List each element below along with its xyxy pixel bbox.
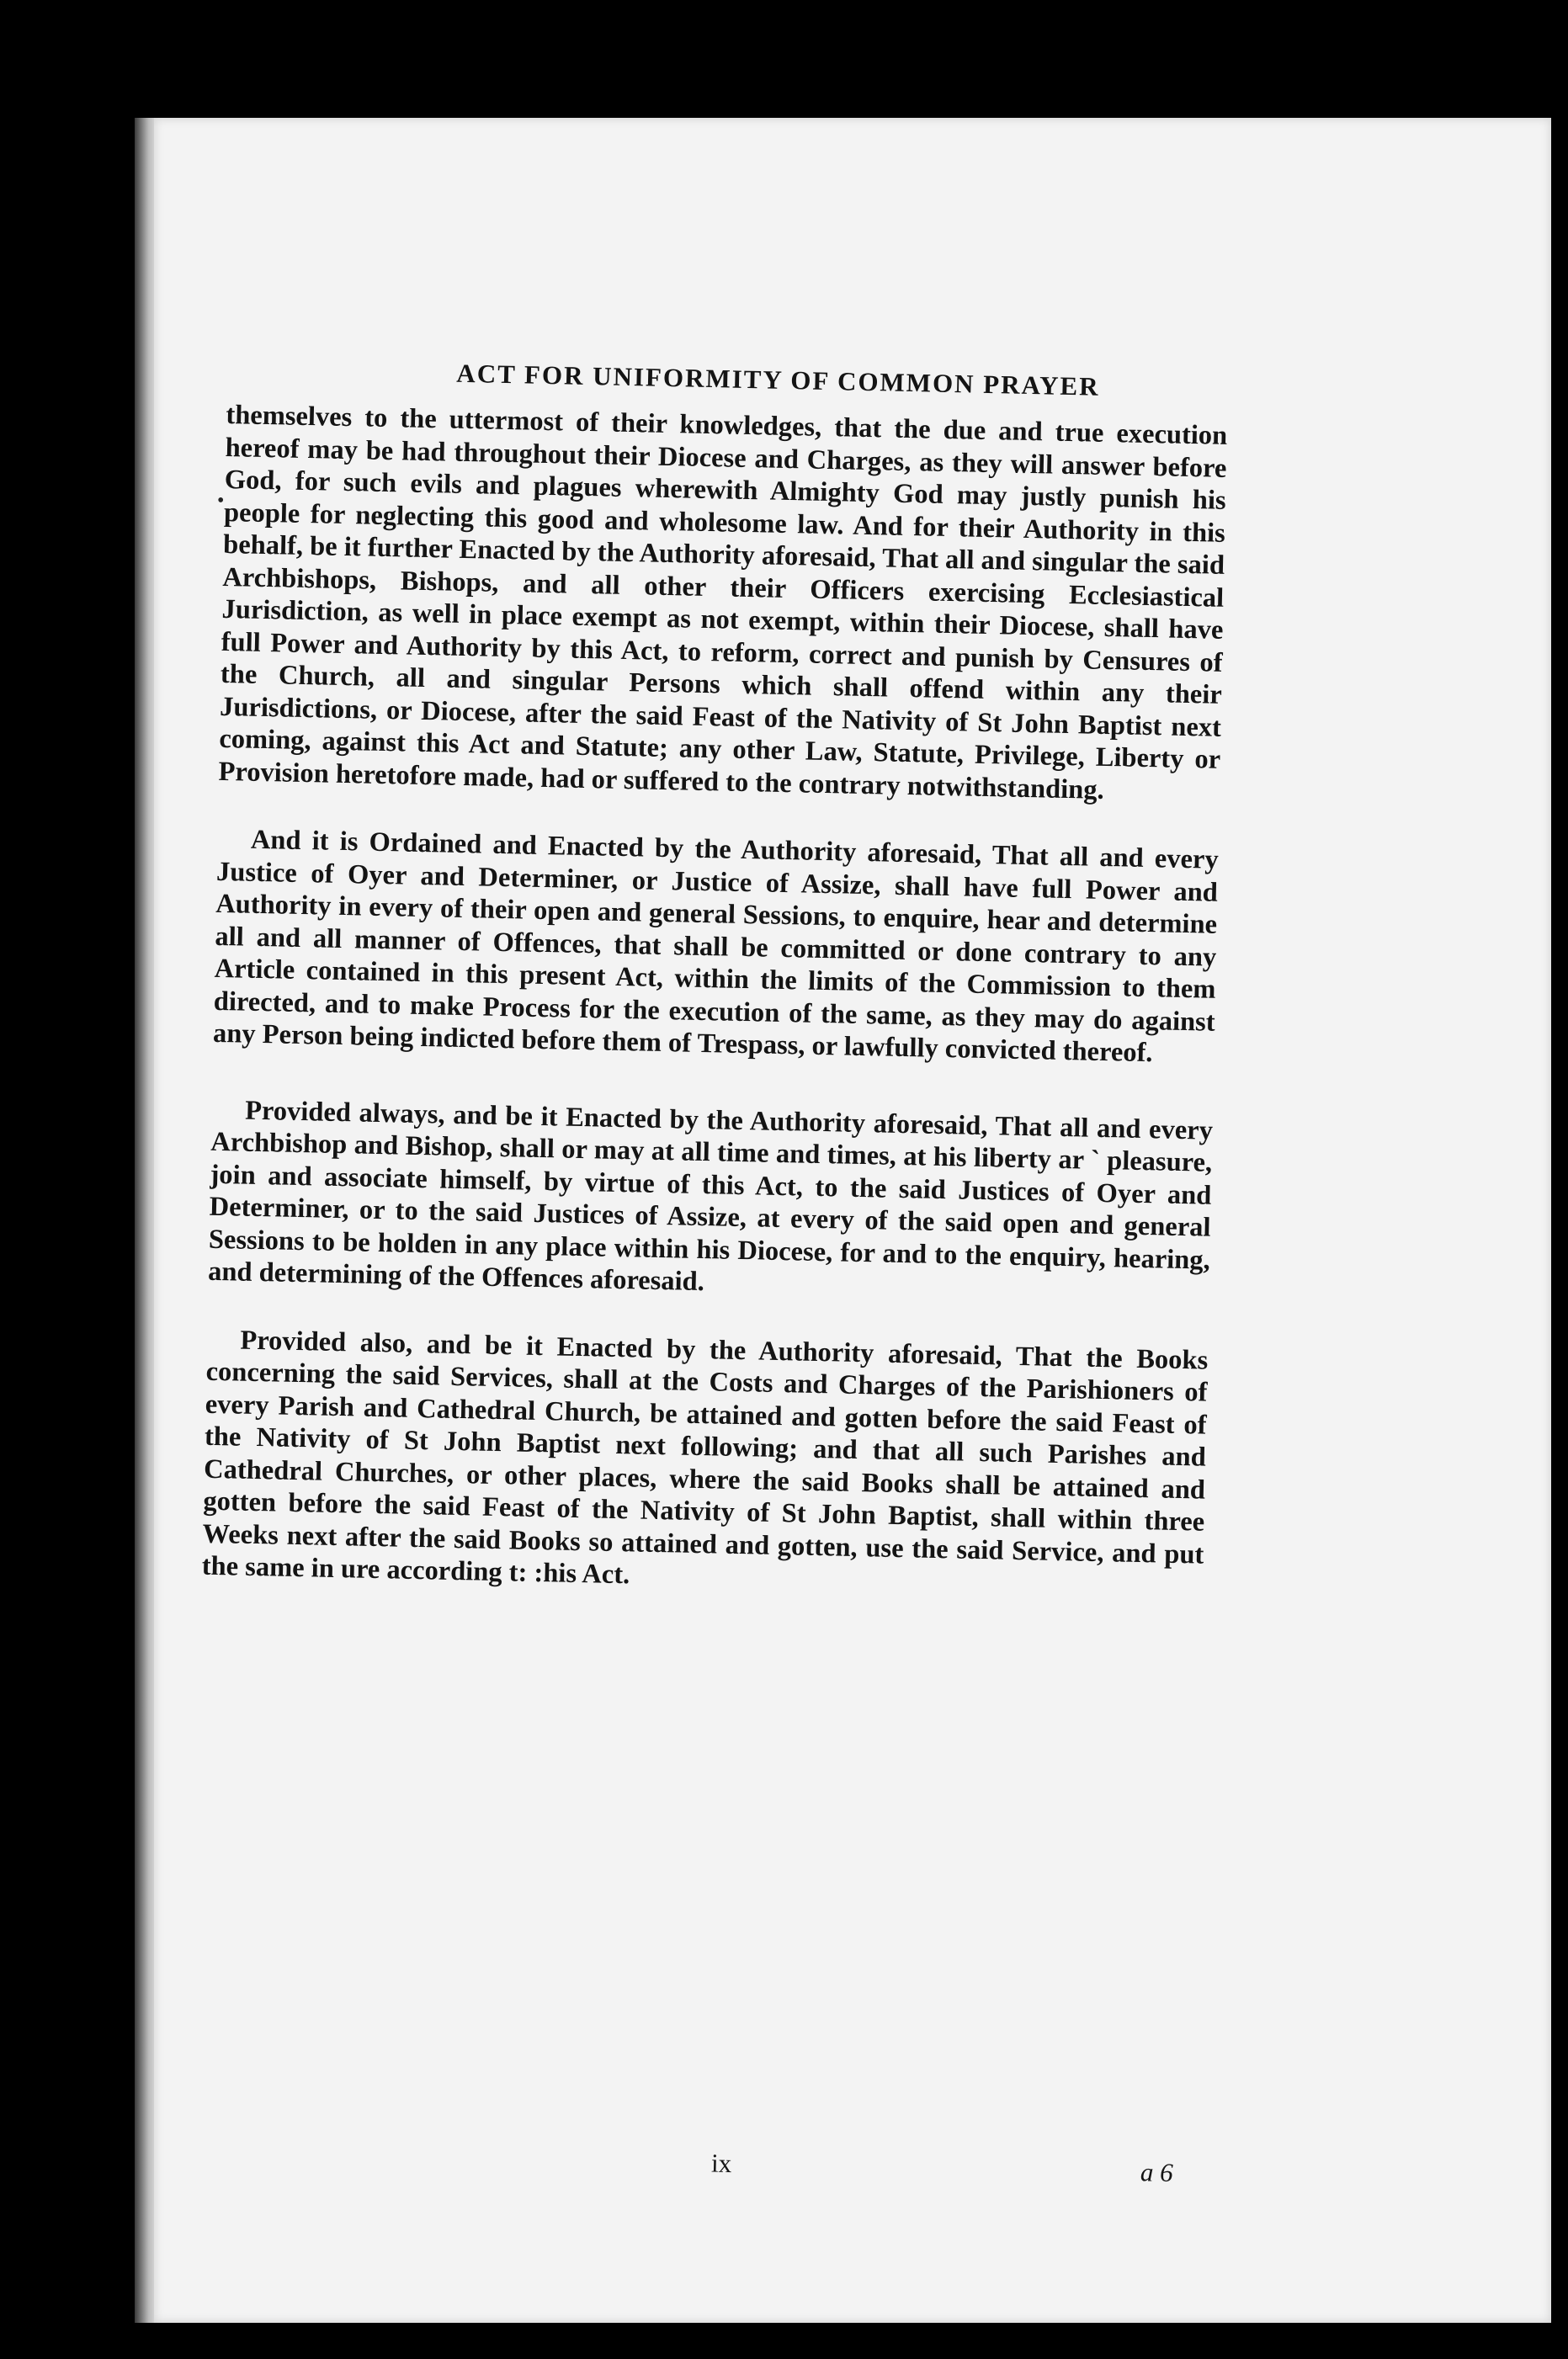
paragraph-books: Provided also, and be it Enacted by the Authority aforesaid, That the Books concerning the said Services, shall at the Costs and Charges of the Parishioners of every Parish and Cathedral Church, be attained and gotten before the said Feast of the Nativity of St John Baptist next following; and that all such Parishes and Cathedral Churches, or other places, where the said Books shall be attained and gotten before the said Feast of the Nativity of St John Baptist, shall within three Weeks next after the said Books so attained and gotten, use the said Service, and put the same in ure according t: :his Act.	[201, 1325, 1209, 1591]
paragraph-archbishops: Provided always, and be it Enacted by the Authority aforesaid, That all and every Archbishop and Bishop, shall or may at all time and times, at his liberty ar ` pleasure, join and associate himself, by virtue of this Act, to the said Justices of Oyer and Determiner, or to the said Justices of Assize, at every of the said open and general Sessions to be holden in any place within his Diocese, for and to the enquiry, hearing, and determining of the Offences aforesaid.	[207, 1095, 1214, 1298]
signature-mark: a 6	[1140, 2157, 1174, 2188]
margin-mark: •	[217, 490, 225, 512]
paragraph-justices: And it is Ordained and Enacted by the Authority aforesaid, That all and every Justice of Oyer and Determiner, or Justice of Assize, shall have full Power and Authority in every of their open and general Sessions, to enquire, hear and determine all and all manner of Offences, that shall be committed or done contrary to any Article contained in this present Act, within the limits of the Commission to them directed, and to make Process for the execution of the same, as they may do against any Person being indicted before them of Trespass, or lawfully convicted thereof.	[212, 824, 1220, 1069]
paragraph-continuation: themselves to the uttermost of their knowledges, that the due and true execution hereof may be had throughout their Diocese and Charges, as they will answer before God, for such evils and plagues wherewith Almighty God may justly punish his people for neglecting this good and wholesome law. And for their Authority in this behalf, be it further Enacted by the Authority aforesaid, That all and singular the said Archbishops, Bishops, and all other their Officers exercising Ecclesiastical Jurisdiction, as well in place exempt as not exempt, within their Diocese, shall have full Power and Authority by this Act, to reform, correct and punish by Censures of the Church, all and singular Persons which shall offend within any their Jurisdictions, or Diocese, after the said Feast of the Nativity of St John Baptist next coming, against this Act and Statute; any other Law, Statute, Privilege, Liberty or Provision heretofore made, had or suffered to the contrary notwithstanding.	[218, 399, 1228, 805]
page-text-block	[201, 353, 1228, 2188]
running-head: ACT FOR UNIFORMITY OF COMMON PRAYER	[456, 358, 1100, 401]
page-number: ix	[710, 2148, 732, 2179]
